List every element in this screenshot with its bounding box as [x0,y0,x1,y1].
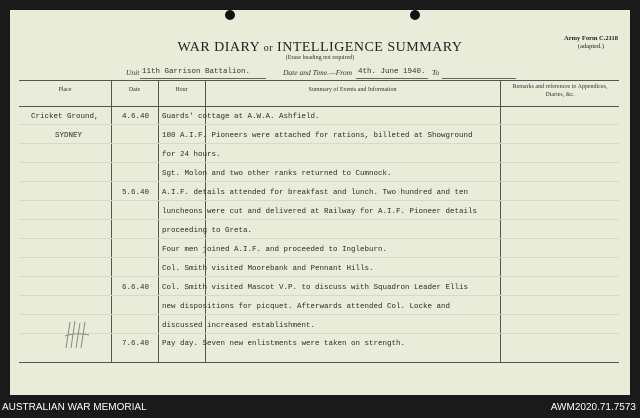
entry-text: Col. Smith visited Moorebank and Pennant Hills. [162,265,374,273]
unit-value: 11th Garrison Battalion. [142,68,251,76]
entry-date: 6.6.40 [122,284,150,292]
entry-date: 5.6.40 [122,189,150,197]
entry-text: Pay day. Seven new enlistments were taken on strength. [162,340,406,348]
entry-text: Sgt. Molon and two other ranks returned to Cumnock. [162,170,392,178]
entry-text: luncheons were cut and delivered at Railway for A.I.F. Pioneer details [162,208,478,216]
entry-text: for 24 hours. [162,151,221,159]
army-form-number: Army Form C.2118 (adapted.) [564,35,618,50]
entry-place: SYDNEY [55,132,83,140]
unit-label: Unit [126,68,140,77]
entry-date: 7.6.40 [122,340,150,348]
date-value: 4th. June 1940. [358,68,426,76]
to-label: To [432,68,440,77]
col-place: Place [58,87,72,93]
punch-hole [410,10,420,20]
entry-text: A.I.F. details attended for breakfast and lunch. Two hundred and ten [162,189,469,197]
entry-text: Four men joined A.I.F. and proceeded to Ingleburn. [162,246,388,254]
form-subtitle: (Erase heading not required) [285,55,355,61]
footer-accession: AWM2020.71.7573 [550,402,636,413]
entry-place: Cricket Ground, [31,113,99,121]
date-label: Date and Time.—From [283,68,353,77]
entry-text: new dispositions for picquet. Afterwards attended Col. Locke and [162,303,451,311]
form-title: WAR DIARY or INTELLIGENCE SUMMARY [177,40,463,55]
entry-text: proceeding to Greta. [162,227,253,235]
entry-text: discussed increased establishment. [162,322,316,330]
col-summary: Summary of Events and Information [308,87,397,93]
pencil-mark-icon [62,318,92,352]
punch-hole [225,10,235,20]
col-hour: Hour [175,87,188,93]
entry-text: Guards' cottage at A.W.A. Ashfield. [162,113,320,121]
footer-archive: AUSTRALIAN WAR MEMORIAL [2,402,147,413]
entry-text: 100 A.I.F. Pioneers were attached for rations, billeted at Showground [162,132,473,140]
entry-date: 4.6.40 [122,113,150,121]
col-remarks: Remarks and references to Appendices, Diaries, &c. [512,84,608,98]
entry-text: Col. Smith visited Mascot V.P. to discuss with Squadron Leader Ellis [162,284,469,292]
col-date: Date [128,87,141,93]
